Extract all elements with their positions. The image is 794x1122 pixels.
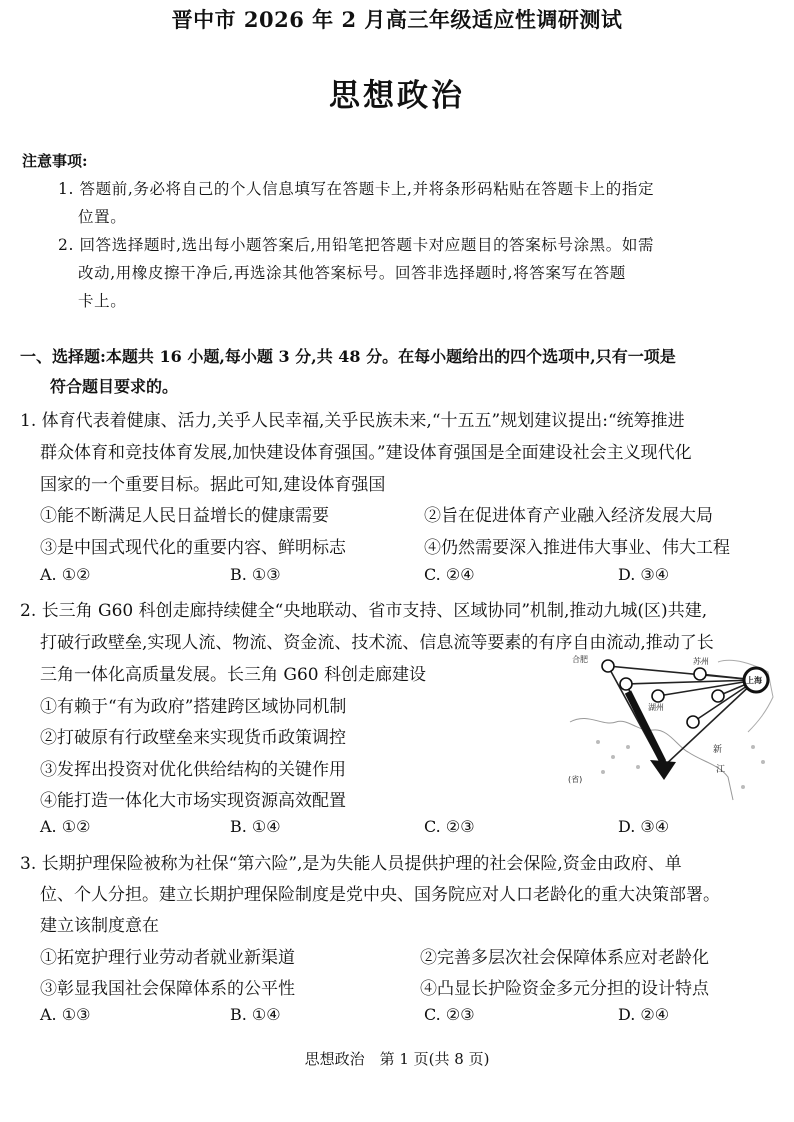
notice-line: 位置。 <box>78 208 127 226</box>
q2-answer-d[interactable]: D. ③④ <box>618 817 670 836</box>
q3-option-3: ③彰显我国社会保障体系的公平性 <box>40 979 295 999</box>
q2-option-3: ③发挥出投资对优化供给结构的关键作用 <box>40 760 346 780</box>
notice-line: 卡上。 <box>78 292 127 310</box>
q1-answer-c[interactable]: C. ②④ <box>424 565 475 584</box>
notice-line: 改动,用橡皮擦干净后,再选涂其他答案标号。回答非选择题时,将答案写在答题 <box>78 264 626 282</box>
map-label-jiang: 江 <box>716 765 726 775</box>
map-label-shanghai: 上海 <box>746 676 762 685</box>
q3-option-1: ①拓宽护理行业劳动者就业新渠道 <box>40 948 295 968</box>
section-heading-cont: 符合题目要求的。 <box>50 377 179 396</box>
q1-answer-a[interactable]: A. ①② <box>40 565 91 584</box>
question-2-text: 打破行政壁垒,实现人流、物流、资金流、技术流、信息流等要素的有序自由流动,推动了长 <box>40 633 714 653</box>
subject-title: 思想政治 <box>329 78 465 114</box>
map-label-huzhou: 湖州 <box>648 703 664 712</box>
question-2-text: 三角一体化高质量发展。长三角 G60 科创走廊建设 <box>40 665 427 685</box>
q3-answer-a[interactable]: A. ①③ <box>40 1005 91 1024</box>
q1-option-1: ①能不断满足人民日益增长的健康需要 <box>40 506 329 526</box>
q2-option-1: ①有赖于“有为政府”搭建跨区域协同机制 <box>40 697 347 717</box>
page-footer: 思想政治 第 1 页(共 8 页) <box>304 1050 490 1068</box>
question-3-text: 建立该制度意在 <box>40 916 159 936</box>
question-1-text: 国家的一个重要目标。据此可知,建设体育强国 <box>40 475 386 495</box>
notice-heading: 注意事项: <box>22 152 88 170</box>
section-heading: 一、选择题:本题共 16 小题,每小题 3 分,共 48 分。在每小题给出的四个选项中,只有一项是 <box>20 347 676 366</box>
q1-answer-b[interactable]: B. ①③ <box>230 565 281 584</box>
q1-answer-d[interactable]: D. ③④ <box>618 565 670 584</box>
map-label-xin: 新 <box>713 745 723 755</box>
question-3-text: 3. 长期护理保险被称为社保“第六险”,是为失能人员提供护理的社会保险,资金由政府、单 <box>20 854 682 874</box>
q3-answer-d[interactable]: D. ②④ <box>618 1005 670 1024</box>
q3-answer-b[interactable]: B. ①④ <box>230 1005 281 1024</box>
q2-answer-a[interactable]: A. ①② <box>40 817 91 836</box>
map-label-province: (省) <box>568 775 583 784</box>
q3-option-2: ②完善多层次社会保障体系应对老龄化 <box>420 948 709 968</box>
q2-option-4: ④能打造一体化大市场实现资源高效配置 <box>40 791 346 811</box>
q1-option-4: ④仍然需要深入推进伟大事业、伟大工程 <box>424 538 730 558</box>
notice-line: 2. 回答选择题时,选出每小题答案后,用铅笔把答题卡对应题目的答案标号涂黑。如需 <box>58 236 655 254</box>
exam-title: 晋中市 2026 年 2 月高三年级适应性调研测试 <box>171 7 623 32</box>
q1-option-3: ③是中国式现代化的重要内容、鲜明标志 <box>40 538 346 558</box>
q2-answer-b[interactable]: B. ①④ <box>230 817 281 836</box>
question-3-text: 位、个人分担。建立长期护理保险制度是党中央、国务院应对人口老龄化的重大决策部署。 <box>40 885 720 905</box>
q2-answer-c[interactable]: C. ②③ <box>424 817 475 836</box>
question-1-text: 1. 体育代表着健康、活力,关乎人民幸福,关乎民族未来,“十五五”规划建议提出:“统筹推进 <box>20 411 685 431</box>
q2-option-2: ②打破原有行政壁垒来实现货币政策调控 <box>40 728 346 748</box>
question-1-text: 群众体育和竞技体育发展,加快建设体育强国。”建设体育强国是全面建设社会主义现代化 <box>40 443 692 463</box>
map-label-suzhou: 苏州 <box>693 657 709 666</box>
question-2-text: 2. 长三角 G60 科创走廊持续健全“央地联动、省市支持、区域协同”机制,推动九城(区)共建, <box>20 601 708 621</box>
q3-answer-c[interactable]: C. ②③ <box>424 1005 475 1024</box>
notice-line: 1. 答题前,务必将自己的个人信息填写在答题卡上,并将条形码粘贴在答题卡上的指定 <box>58 180 655 198</box>
q1-option-2: ②旨在促进体育产业融入经济发展大局 <box>424 506 713 526</box>
map-label-hefei: 合肥 <box>572 655 588 664</box>
g60-corridor-map <box>568 652 778 802</box>
q3-option-4: ④凸显长护险资金多元分担的设计特点 <box>420 979 709 999</box>
